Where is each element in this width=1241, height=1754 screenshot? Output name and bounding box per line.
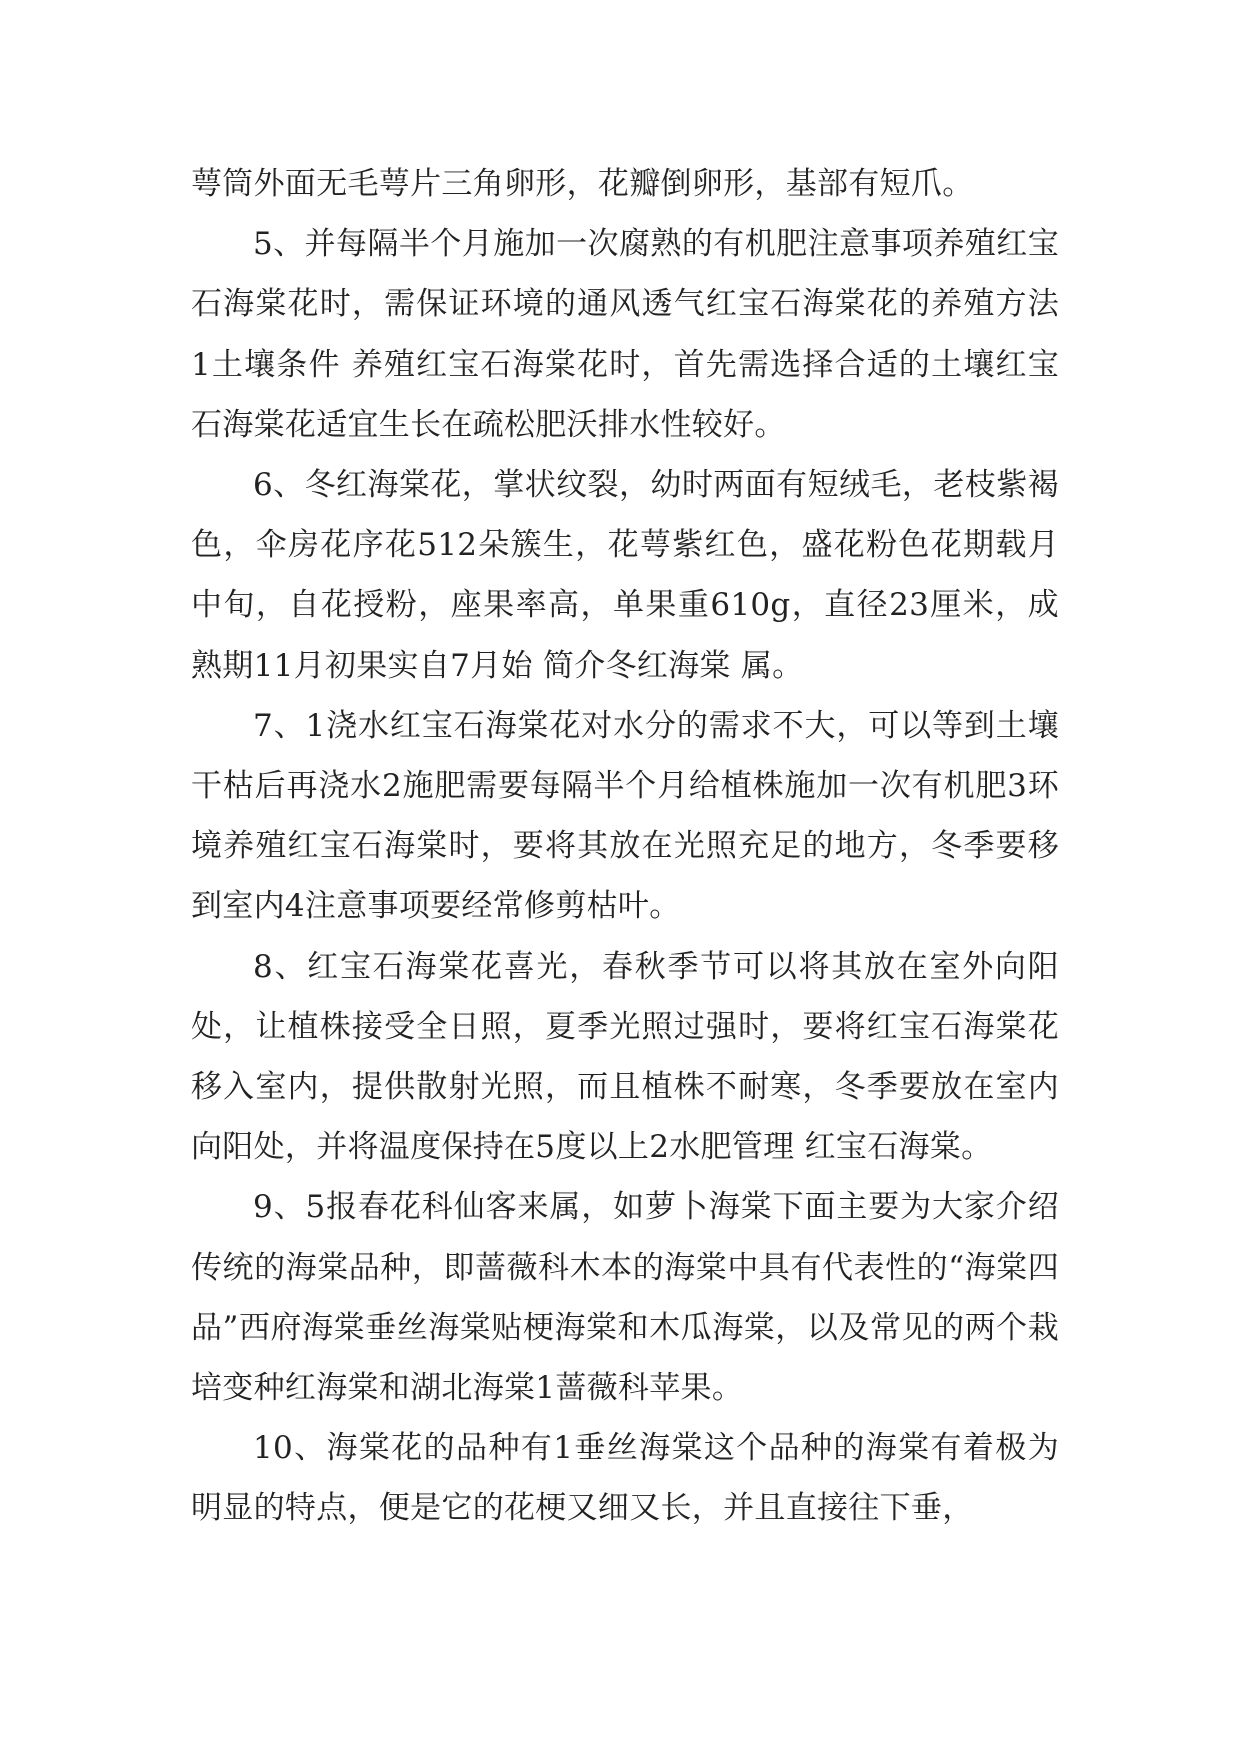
paragraph-10: 10、海棠花的品种有1垂丝海棠这个品种的海棠有着极为明显的特点，便是它的花梗又细又长，并且直接往下垂， [191, 1430, 1059, 1527]
paragraph-9: 9、5报春花科仙客来属，如萝卜海棠下面主要为大家介绍传统的海棠品种，即蔷薇科木本的海棠中具有代表性的“海棠四品”西府海棠垂丝海棠贴梗海棠和木瓜海棠，以及常见的两个栽培变种红海棠和湖北海棠1蔷薇科苹果。 [191, 1189, 1059, 1407]
paragraph-5: 5、并每隔半个月施加一次腐熟的有机肥注意事项养殖红宝石海棠花时，需保证环境的通风透气红宝石海棠花的养殖方法 1土壤条件 养殖红宝石海棠花时，首先需选择合适的土壤红宝石海棠花适宜生长在疏松肥沃排水性较好。 [191, 226, 1059, 443]
paragraph-7: 7、1浇水红宝石海棠花对水分的需求不大，可以等到土壤干枯后再浇水2施肥需要每隔半个月给植株施加一次有机肥3环境养殖红宝石海棠时，要将其放在光照充足的地方，冬季要移到室内4注意事项要经常修剪枯叶。 [191, 707, 1059, 925]
document-body [191, 154, 1059, 1539]
paragraph-continued: 萼筒外面无毛萼片三角卵形，花瓣倒卵形，基部有短爪。 [191, 166, 974, 202]
paragraph-6: 6、冬红海棠花，掌状纹裂，幼时两面有短绒毛，老枝紫褐色，伞房花序花512朵簇生，花萼紫红色，盛花粉色花期载月中旬，自花授粉，座果率高，单果重610g，直径23厘米，成熟期11月初果实自7月始 简介冬红海棠 属。 [191, 467, 1059, 684]
paragraph-8: 8、红宝石海棠花喜光，春秋季节可以将其放在室外向阳处，让植株接受全日照，夏季光照过强时，要将红宝石海棠花移入室内，提供散射光照，而且植株不耐寒，冬季要放在室内向阳处，并将温度保持在5度以上2水肥管理 红宝石海棠。 [191, 948, 1059, 1166]
